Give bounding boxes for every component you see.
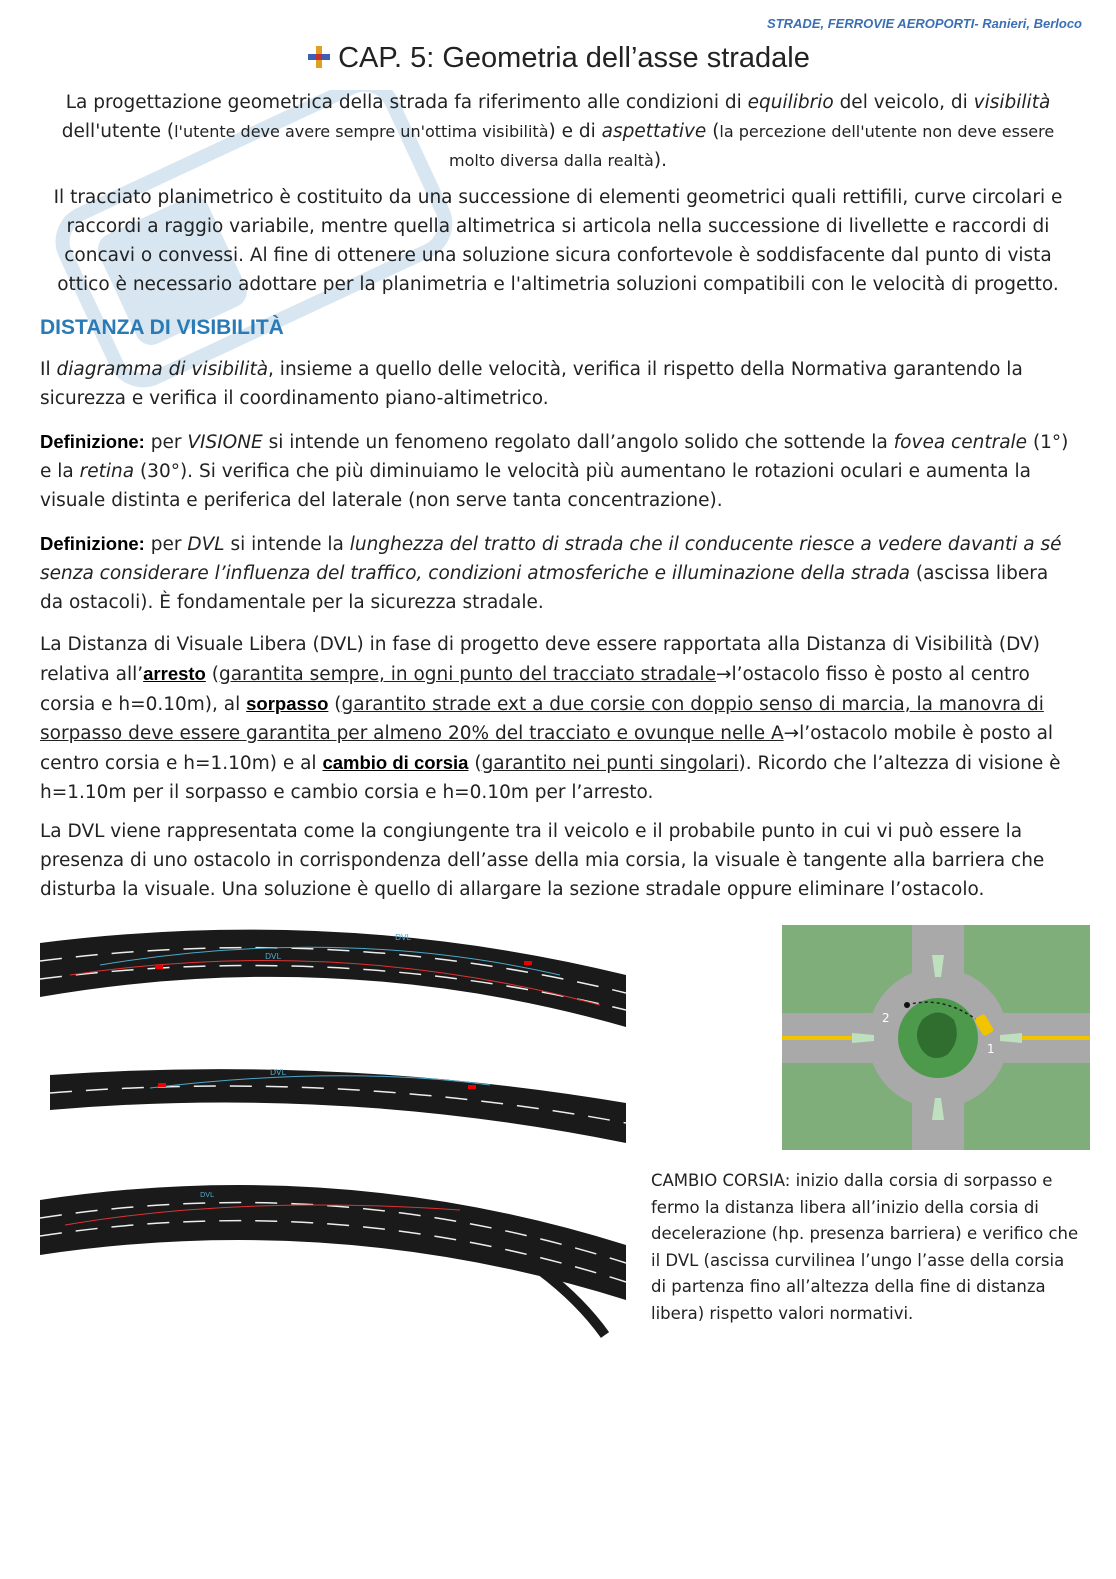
dvl-dv-paragraph: La Distanza di Visuale Libera (DVL) in fase di progetto deve essere rapportata alla Distanza di Visibilità (DV) relativa all’arresto (garantita sempre, in ogni punto del tracciato stradale→l’ostacolo fisso è posto al centro corsia e h=0.10m), al sorpasso (garantito strade ext a due corsie con doppio senso di marcia, la manovra di sorpasso deve essere garantita per almeno 20% del tracciato e ovunque nelle A→l’ostacolo mobile è posto al centro corsia e h=1.10m) e al cambio di corsia (garantito nei punti singolari). Ricordo che l’altezza di visione è h=1.10m per il sorpasso e cambio corsia e h=0.10m per l’arresto. [40, 634, 1061, 803]
obstacle-marker [524, 961, 532, 965]
running-header: STRADE, FERROVIE AEROPORTI- Ranieri, Berloco [767, 16, 1082, 31]
road-curve-figure-1 [40, 915, 626, 1030]
page-title-text: CAP. 5: Geometria dell’asse stradale [338, 42, 810, 74]
diagramma-paragraph: Il diagramma di visibilità, insieme a quello delle velocità, verifica il rispetto della Normativa garantendo la sicurezza e verifica il coordinamento piano-altimetrico. [40, 359, 1023, 409]
dvl-label: DVL [265, 952, 281, 961]
road-surface [40, 1185, 626, 1300]
roundabout-figure [782, 925, 1090, 1150]
roundabout-number: 1 [987, 1042, 995, 1056]
dvl-label: DVL [200, 1191, 214, 1199]
definition-dvl: Definizione: per DVL si intende la lunghezza del tratto di strada che il conducente riesce a vedere davanti a sé senza considerare l’influenza del traffico, condizioni atmosferiche e illuminazione della strada (ascissa libera da ostacoli). È fondamentale per la sicurezza stradale. [40, 533, 1062, 613]
dvl-representation-paragraph: La DVL viene rappresentata come la congiungente tra il veicolo e il probabile punto in cui vi può essere la presenza di uno ostacolo in corrispondenza dell’asse della mia corsia, la visuale è tangente alla barriera che disturba la visuale. Una soluzione è quello di allargare la sezione stradale oppure eliminare l’ostacolo. [40, 821, 1045, 900]
roundabout-number: 2 [882, 1011, 890, 1025]
dvl-label: DVL [395, 933, 411, 942]
road-surface [50, 1069, 626, 1143]
road-curve-figure-3 [40, 1160, 630, 1340]
target-point [904, 1002, 910, 1008]
road-surface [40, 930, 626, 1027]
road-curve-figure-2 [40, 1055, 626, 1145]
figure-caption: CAMBIO CORSIA: inizio dalla corsia di sorpasso e fermo la distanza libera all’inizio della corsia di decelerazione (hp. presenza barriera) e verifico che il DVL (ascissa curvilinea l’ungo l’asse della corsia di partenza fino all’altezza della fine di distanza libera) rispetto valori normativi. [651, 1171, 1079, 1323]
dvl-label: DVL [270, 1068, 286, 1077]
intro-paragraph: La progettazione geometrica della strada fa riferimento alle condizioni di equilibrio del veicolo, di visibilità dell'utente (l'utente deve avere sempre un'ottima visibilità) e di aspettative (la percezione dell'utente non deve essere molto diversa dalla realtà). [61, 92, 1055, 171]
page-title [0, 42, 1116, 75]
obstacle-marker [468, 1085, 476, 1089]
section-heading: DISTANZA DI VISIBILITÀ [40, 316, 284, 339]
definition-visione: Definizione: per VISIONE si intende un fenomeno regolato dall’angolo solido che sottende la fovea centrale (1°) e la retina (30°). Si verifica che più diminuiamo le velocità più aumentano le rotazioni oculari e aumenta la visuale distinta e periferica del laterale (non serve tanta concentrazione). [40, 431, 1069, 511]
vehicle-marker [158, 1083, 166, 1087]
vehicle-marker [155, 965, 163, 969]
bullet-cross-icon [306, 44, 332, 70]
tracciato-paragraph: Il tracciato planimetrico è costituito da una successione di elementi geometrici quali rettifili, curve circolari e raccordi a raggio variabile, mentre quella altimetrica si articola nella successione di livellette e raccordi di concavi o convessi. Al fine di ottenere una soluzione sicura confortevole è soddisfacente dal punto di vista ottico è necessario adottare per la planimetria e l'altimetria soluzioni compatibili con le velocità di progetto. [53, 187, 1063, 295]
